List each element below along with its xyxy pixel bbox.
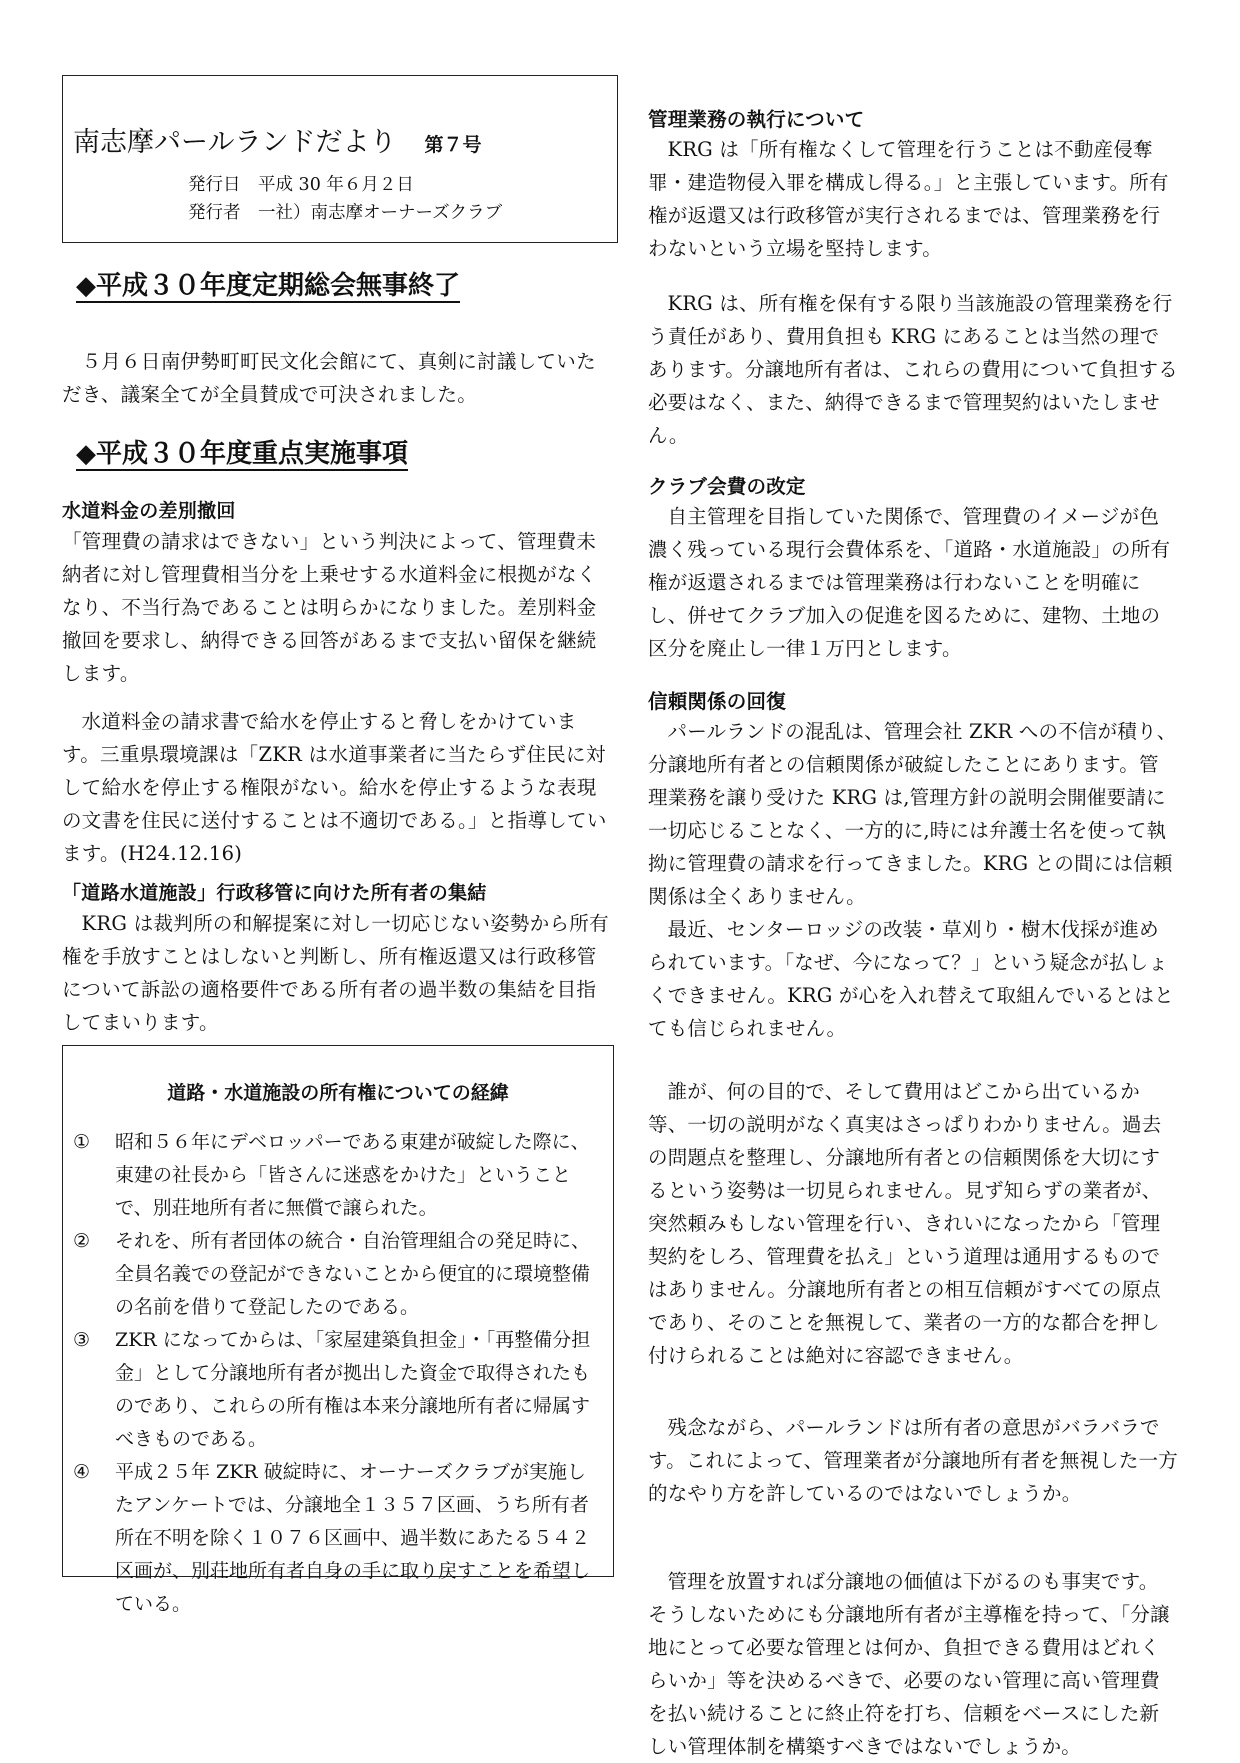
issue-number: 第７号 (424, 134, 482, 156)
trust-paragraph-2: 最近、センターロッジの改装・草刈り・樹木伐採が進められています。「なぜ、今になって？」という疑念が払しょくできません。KRG が心を入れ替えて取組んでいるとはとても信じられません。 (648, 918, 1174, 1040)
item-number: ② (73, 1230, 91, 1252)
masthead (62, 75, 618, 243)
newsletter-title: 南志摩パールランドだより 第７号 (73, 127, 482, 158)
section-heading-general-meeting: ◆平成３０年度定期総会無事終了 (76, 271, 460, 301)
subheading-road-water-facility: 「道路水道施設」行政移管に向けた所有者の集結 (62, 882, 487, 904)
history-box (62, 1045, 614, 1615)
road-water-facility-paragraph: KRG は裁判所の和解提案に対し一切応じない姿勢から所有権を手放すことはしないと判断し、所有権返還又は行政移管について訴訟の適格要件である所有者の過半数の集結を目指してまいります。 (62, 912, 609, 1034)
history-item: ③ ZKR になってからは、「家屋建築負担金」・「再整備分担金」として分譲地所有者が拠出した資金で取得されたものであり、これらの所有権は本来分譲地所有者に帰属すべきものである。 (115, 1324, 595, 1456)
trust-paragraph-1: パールランドの混乱は、管理会社 ZKR への不信が積り、分譲地所有者との信頼関係が破綻したことにあります。管理業務を譲り受けた KRG は,管理方針の説明会開催要請に一切応じることなく、一方的に,時には弁護士名を使って執拗に管理費の請求を行ってきました。KRG との間には信頼関係は全くありません。 (648, 720, 1177, 908)
trust-paragraph-5: 管理を放置すれば分譲地の価値は下がるのも事実です。そうしないためにも分譲地所有者が主導権を持って、「分譲地にとって必要な管理とは何か、負担できる費用はどれくらいか」等を決めるべきで、必要のない管理に高い管理費を払い続けることに終止符を打ち、信頼をベースにした新しい管理体制を構築すべきではないでしょうか。 (648, 1570, 1170, 1758)
section-heading-priorities: ◆平成３０年度重点実施事項 (76, 439, 408, 469)
item-number: ④ (73, 1461, 91, 1483)
history-item: ④ 平成２５年 ZKR 破綻時に、オーナーズクラブが実施したアンケートでは、分譲地全１３５７区画、うち所有者所在不明を除く１０７６区画中、過半数にあたる５４２区画が、別荘地所有者自身の手に取り戻すことを希望している。 (115, 1456, 595, 1621)
management-paragraph-1: KRG は「所有権なくして管理を行うことは不動産侵奪罪・建造物侵入罪を構成し得る。」と主張しています。所有権が返還又は行政移管が実行されるまでは、管理業務を行わないという立場を堅持します。 (648, 138, 1169, 260)
subheading-club-fee: クラブ会費の改定 (648, 475, 806, 498)
subheading-water-fee: 水道料金の差別撤回 (62, 500, 236, 522)
club-fee-paragraph: 自主管理を目指していた関係で、管理費のイメージが色濃く残っている現行会費体系を、「道路・水道施設」の所有権が返還されるまでは管理業務は行わないことを明確にし、併せてクラブ加入の促進を図るために、建物、土地の区分を廃止し一律１万円とします。 (648, 505, 1171, 660)
subheading-trust-recovery: 信頼関係の回復 (648, 690, 786, 713)
water-fee-paragraph-2: 水道料金の請求書で給水を停止すると脅しをかけています。三重県環境課は「ZKR は水道事業者に当たらず住民に対して給水を停止する権限がない。給水を停止するような表現の文書を住民に送付することは不適切である。」と指導しています。(H24.12.16) (62, 710, 607, 865)
general-meeting-paragraph: ５月６日南伊勢町町民文化会館にて、真剣に討議していただき、議案全てが全員賛成で可決されました。 (62, 350, 596, 406)
history-item: ② それを、所有者団体の統合・自治管理組合の発足時に、全員名義での登記ができないことから便宜的に環境整備の名前を借りて登記したのである。 (115, 1225, 595, 1324)
issue-date: 発行日 平成 30 年６月２日 (188, 175, 414, 195)
left-column (62, 75, 618, 1615)
history-box-title: 道路・水道施設の所有権についての経緯 (167, 1082, 509, 1104)
item-number: ③ (73, 1329, 91, 1351)
publisher: 発行者 一社）南志摩オーナーズクラブ (188, 203, 503, 223)
subheading-management-execution: 管理業務の執行について (648, 108, 865, 131)
trust-paragraph-4: 残念ながら、パールランドは所有者の意思がバラバラです。これによって、管理業者が分譲地所有者を無視した一方的なやり方を許しているのではないでしょうか。 (648, 1416, 1178, 1505)
management-paragraph-2: KRG は、所有権を保有する限り当該施設の管理業務を行う責任があり、費用負担も KRG にあることは当然の理であります。分譲地所有者は、これらの費用について負担する必要はなく、また、納得できるまで管理契約はいたしません。 (648, 292, 1178, 447)
item-number: ① (73, 1131, 91, 1153)
water-fee-paragraph-1: 「管理費の請求はできない」という判決によって、管理費未納者に対し管理費相当分を上乗せする水道料金に根拠がなくなり、不当行為であることは明らかになりました。差別料金撤回を要求し、納得できる回答があるまで支払い留保を継続します。 (62, 530, 597, 685)
history-item: ① 昭和５６年にデベロッパーである東建が破綻した際に、東建の社長から「皆さんに迷惑をかけた」ということで、別荘地所有者に無償で譲られた。 (115, 1126, 595, 1225)
trust-paragraph-3: 誰が、何の目的で、そして費用はどこから出ているか等、一切の説明がなく真実はさっぱりわかりません。過去の問題点を整理し、分譲地所有者との信頼関係を大切にするという姿勢は一切見られません。見ず知らずの業者が、突然頼みもしない管理を行い、きれいになったから「管理契約をしろ、管理費を払え」という道理は通用するものではありません。分譲地所有者との相互信頼がすべての原点であり、そのことを無視して、業者の一方的な都合を押し付けられることは絶対に容認できません。 (648, 1080, 1162, 1367)
